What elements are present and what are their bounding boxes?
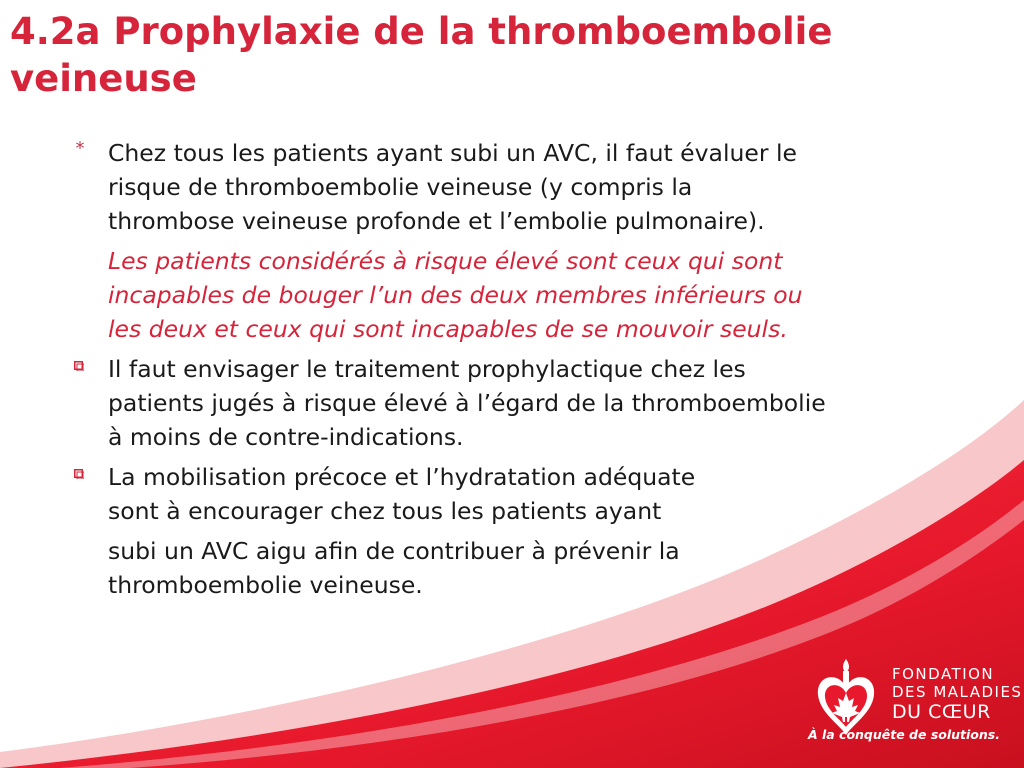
asterisk-icon: * [75,138,85,159]
bullet-3-line-1: La mobilisation précoce et l’hydratation adéquate [108,463,696,491]
bullet-text-2 [108,352,826,454]
bullet-text-1 [108,136,803,238]
bullet-item-1 [70,136,803,346]
bullet-text-3 [108,460,695,602]
bullet-1-line-3: thrombose veineuse profonde et l’embolie pulmonaire). [108,207,765,235]
heart-and-stroke-logo [807,655,1023,750]
slide-title-line-2: veineuse [10,57,197,100]
bullet-3-line-2: sont à encourager chez tous les patients ayant [108,497,662,525]
bullet-2-line-2: patients jugés à risque élevé à l’égard de la thromboembolie [108,389,826,417]
note-line-3: les deux et ceux qui sont incapables de se mouvoir seuls. [108,315,788,343]
slide-title [10,8,1010,102]
bullet-item-2 [70,352,826,454]
bullet-2-line-3: à moins de contre-indications. [108,423,464,451]
note-line-1: Les patients considérés à risque élevé sont ceux qui sont [108,247,783,275]
logo-tagline: À la conquête de solutions. [807,727,1000,742]
logo-line-2: DES MALADIES [892,683,1023,701]
checkbox-icon [74,361,84,371]
bullet-3-line-4: thromboembolie veineuse. [108,571,423,599]
bullet-1-line-2: risque de thromboembolie veineuse (y compris la [108,173,693,201]
bullet-item-3 [70,460,695,602]
bullet-1-note [108,244,803,346]
note-line-2: incapables de bouger l’un des deux membres inférieurs ou [108,281,803,309]
logo-line-3: DU CŒUR [892,701,991,723]
logo-line-1: FONDATION [892,665,995,683]
bullet-3-line-3: subi un AVC aigu afin de contribuer à prévenir la [108,537,680,565]
bullet-1-line-1: Chez tous les patients ayant subi un AVC, il faut évaluer le [108,139,797,167]
checkbox-icon [74,469,84,479]
slide-title-line-1: 4.2a Prophylaxie de la thromboembolie [10,10,833,53]
logo-wordmark [892,665,1022,723]
bullet-2-line-1: Il faut envisager le traitement prophylactique chez les [108,355,746,383]
